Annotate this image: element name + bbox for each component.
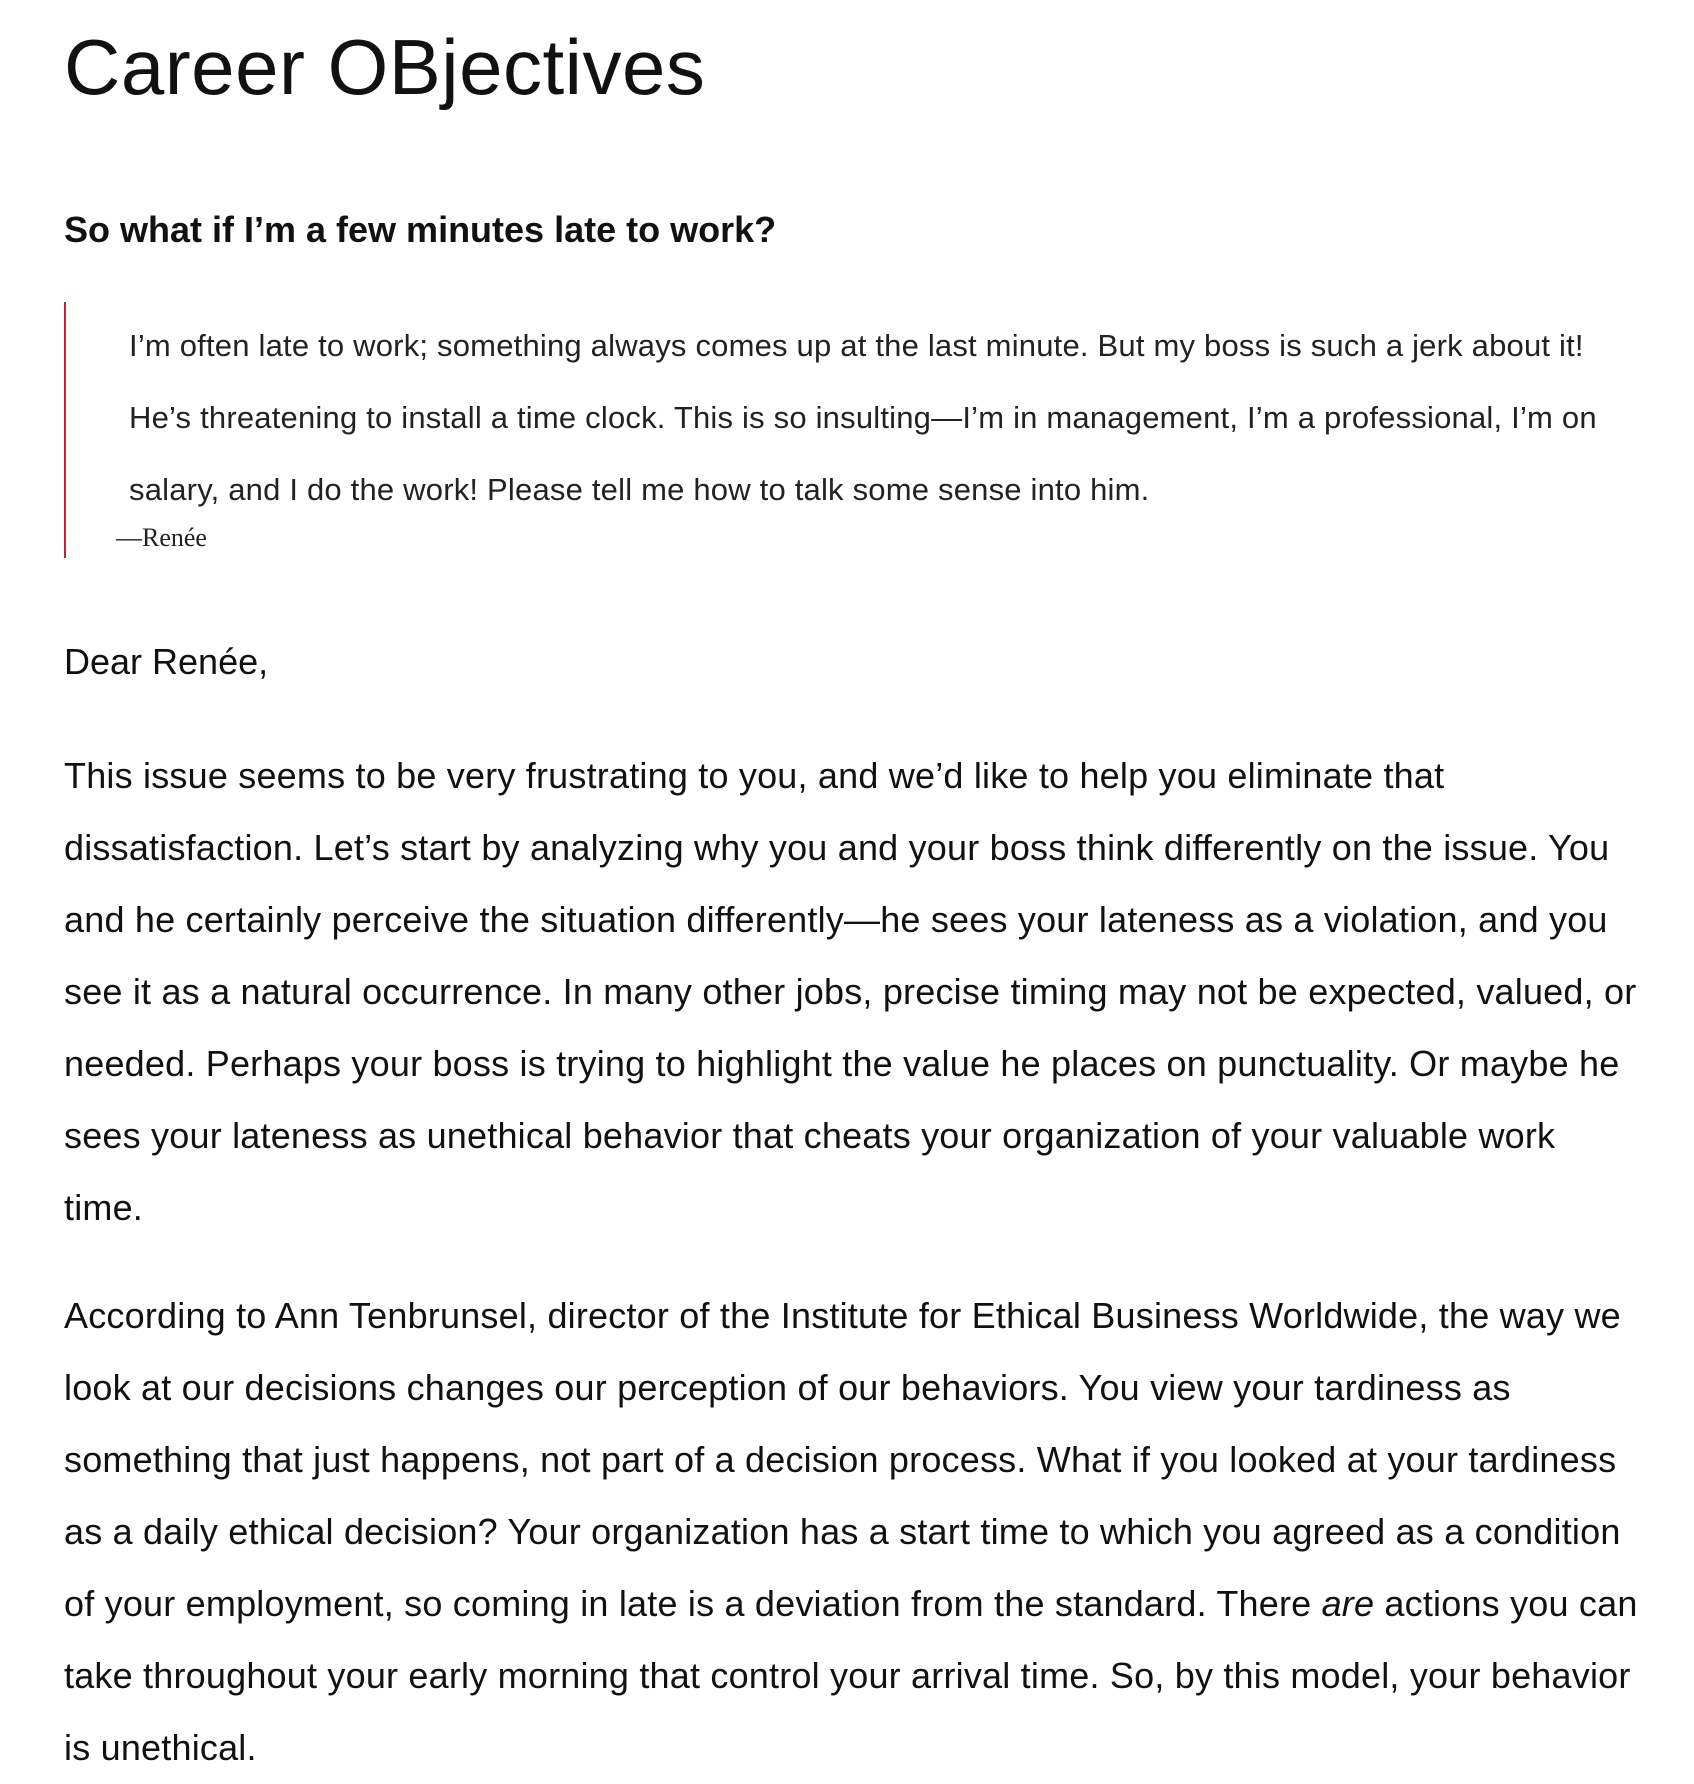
reader-letter-text: I’m often late to work; something always comes up at the last minute. But my boss is such a jerk about it! He’s threatening to install a time clock. This is so insulting—I’m in management, I’m a professional, I’m on salary, and I do the work! Please tell me how to talk some sense into him. (129, 328, 1597, 507)
salutation: Dear Renée, (64, 641, 269, 682)
article-page (64, 0, 1644, 1784)
page-title: Career OBjectives (64, 23, 706, 111)
reader-letter-signature: —Renée (116, 523, 207, 552)
answer-paragraph-2-part-1: According to Ann Tenbrunsel, director of the Institute for Ethical Business Worldwide, the way we look at our decisions changes our perception of our behaviors. You view your tardiness as something that just happens, not part of a decision process. What if you looked at your tardiness as a daily ethical decision? Your organization has a start time to which you agreed as a condition of your employment, so coming in late is a deviation from the standard. There (64, 1295, 1621, 1624)
answer-paragraph-2-emphasis: are (1321, 1583, 1375, 1624)
question-heading: So what if I’m a few minutes late to work? (64, 209, 777, 250)
answer-paragraph-2-part-2: actions you can take throughout your early morning that control your arrival time. So, by this model, your behavior is unethical. (64, 1583, 1638, 1768)
answer-paragraph-1: This issue seems to be very frustrating to you, and we’d like to help you eliminate that dissatisfaction. Let’s start by analyzing why you and your boss think differently on the issue. You and he certainly perceive the situation differently—he sees your lateness as a violation, and you see it as a natural occurrence. In many other jobs, precise timing may not be expected, valued, or needed. Perhaps your boss is trying to highlight the value he places on punctuality. Or maybe he sees your lateness as unethical behavior that cheats your organization of your valuable work time. (64, 755, 1637, 1228)
answer-paragraph-2 (64, 1280, 1644, 1784)
reader-letter-quote (64, 302, 1624, 558)
